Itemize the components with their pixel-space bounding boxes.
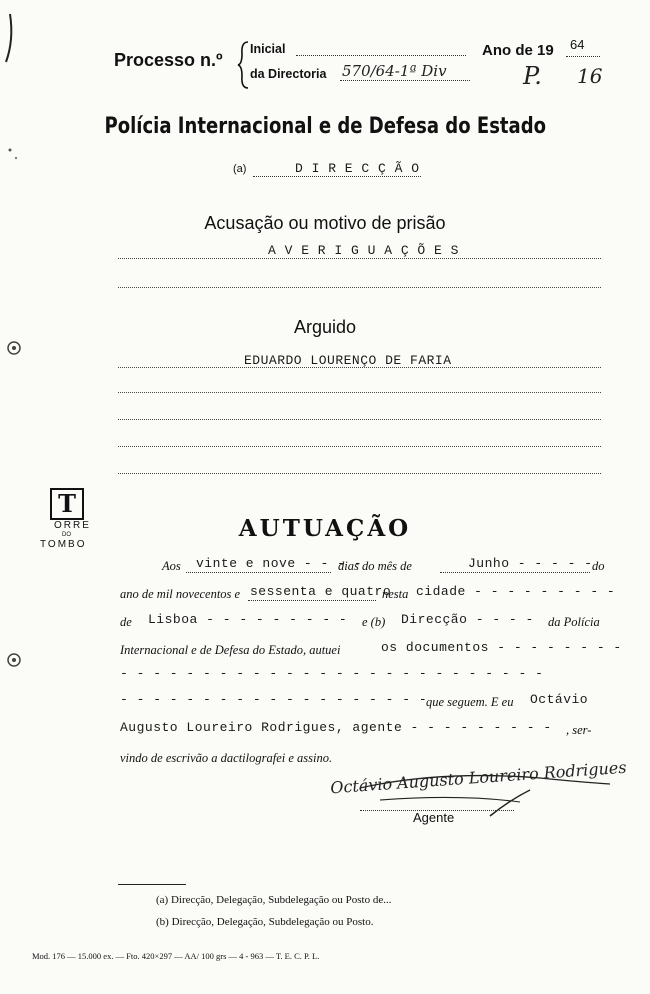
direccao-field [253,176,421,177]
name-value: Octávio [530,692,589,707]
directoria-label: da Directoria [250,67,327,81]
page-note: P. [523,62,542,90]
docs-value: os documentos - - - - - - - - [381,640,622,655]
arguido-value: EDUARDO LOURENÇO DE FARIA [244,353,452,368]
autuacao-text: Aos [162,559,181,573]
agente-label: Agente [413,810,455,825]
autuacao-text: e (b) [362,615,386,629]
fill-dashes: - - - - - - - - - - - - - - - - - - - - - - - - - - [120,666,544,681]
autuacao-text: de [120,615,132,629]
city-value: Lisboa - - - - - - - - - [148,612,348,627]
acusacao-value: A V E R I G U A Ç Õ E S [268,243,459,258]
page-number: 16 [577,64,603,88]
arguido-line [118,392,601,393]
arguido-line [118,446,601,447]
autuacao-text: que seguem. E eu [426,695,514,709]
place-value: cidade - - - - - - - - - [416,584,616,599]
autuacao-text: , ser- [566,723,592,737]
arguido-line [118,473,601,474]
directoria-field [340,80,470,81]
brace-icon [236,40,250,90]
autuacao-text: vindo de escrivão a dactilografei e assino. [120,751,333,765]
autuacao-text: dias do mês de [338,559,412,573]
direccao-value: D I R E C Ç Ã O [295,161,420,176]
direccao-mark: (a) [233,163,247,175]
autuacao-heading: AUTUAÇÃO [238,515,412,542]
acusacao-heading: Acusação ou motivo de prisão [204,213,446,233]
year-field [248,600,376,601]
autuacao-text: do [592,559,605,573]
acusacao-line [118,287,601,288]
arguido-line [118,367,601,368]
autuacao-text: da Polícia [548,615,600,629]
page-title: Polícia Internacional e de Defesa do Estado [104,114,546,139]
directoria-value: 570/64-1ª Div [342,62,447,80]
ano-value: 64 [570,37,585,52]
inicial-label: Inicial [250,42,286,56]
autuacao-text: nesta [382,587,409,601]
processo-label: Processo n.º [114,50,223,70]
footnote-b: (b) Direcção, Delegação, Subdelegação ou Posto. [156,916,374,928]
stamp-line1: ORRE [54,520,91,531]
acusacao-line [118,258,601,259]
autuacao-text: ano de mil novecentos e [120,587,241,601]
name-value: Augusto Loureiro Rodrigues, agente - - - - - - - - - [120,720,552,735]
arguido-line [118,419,601,420]
org-value: Direcção - - - - [401,612,534,627]
stamp-line2: DO [62,532,71,538]
fill-dashes: - - - - - - - - - - - - - - - - - - - [120,692,428,707]
month-field [440,572,590,573]
footnote-a: (a) Direcção, Delegação, Subdelegação ou Posto de... [156,894,392,906]
day-value: vinte e nove - - - - [196,556,363,571]
margin-marks [0,0,40,994]
signature-flourish [320,760,620,820]
inicial-field [296,55,466,56]
autuacao-text: Internacional e de Defesa do Estado, autuei [120,643,341,657]
day-field [186,572,331,573]
year-value: sessenta e quatro [250,584,392,599]
arguido-heading: Arguido [293,317,357,337]
ano-field [566,56,600,57]
month-value: Junho - - - - - [468,556,593,571]
stamp-line3: TOMBO [40,539,87,550]
signature: Octávio Augusto Loureiro Rodrigues [329,757,628,798]
imprint: Mod. 176 — 15.000 ex. — Fto. 420×297 — AA/ 100 grs — 4 - 963 — T. E. C. P. L. [32,951,320,961]
ano-label: Ano de 19 [482,42,554,59]
footnote-rule [118,884,186,885]
stamp-letter: T [50,488,84,520]
